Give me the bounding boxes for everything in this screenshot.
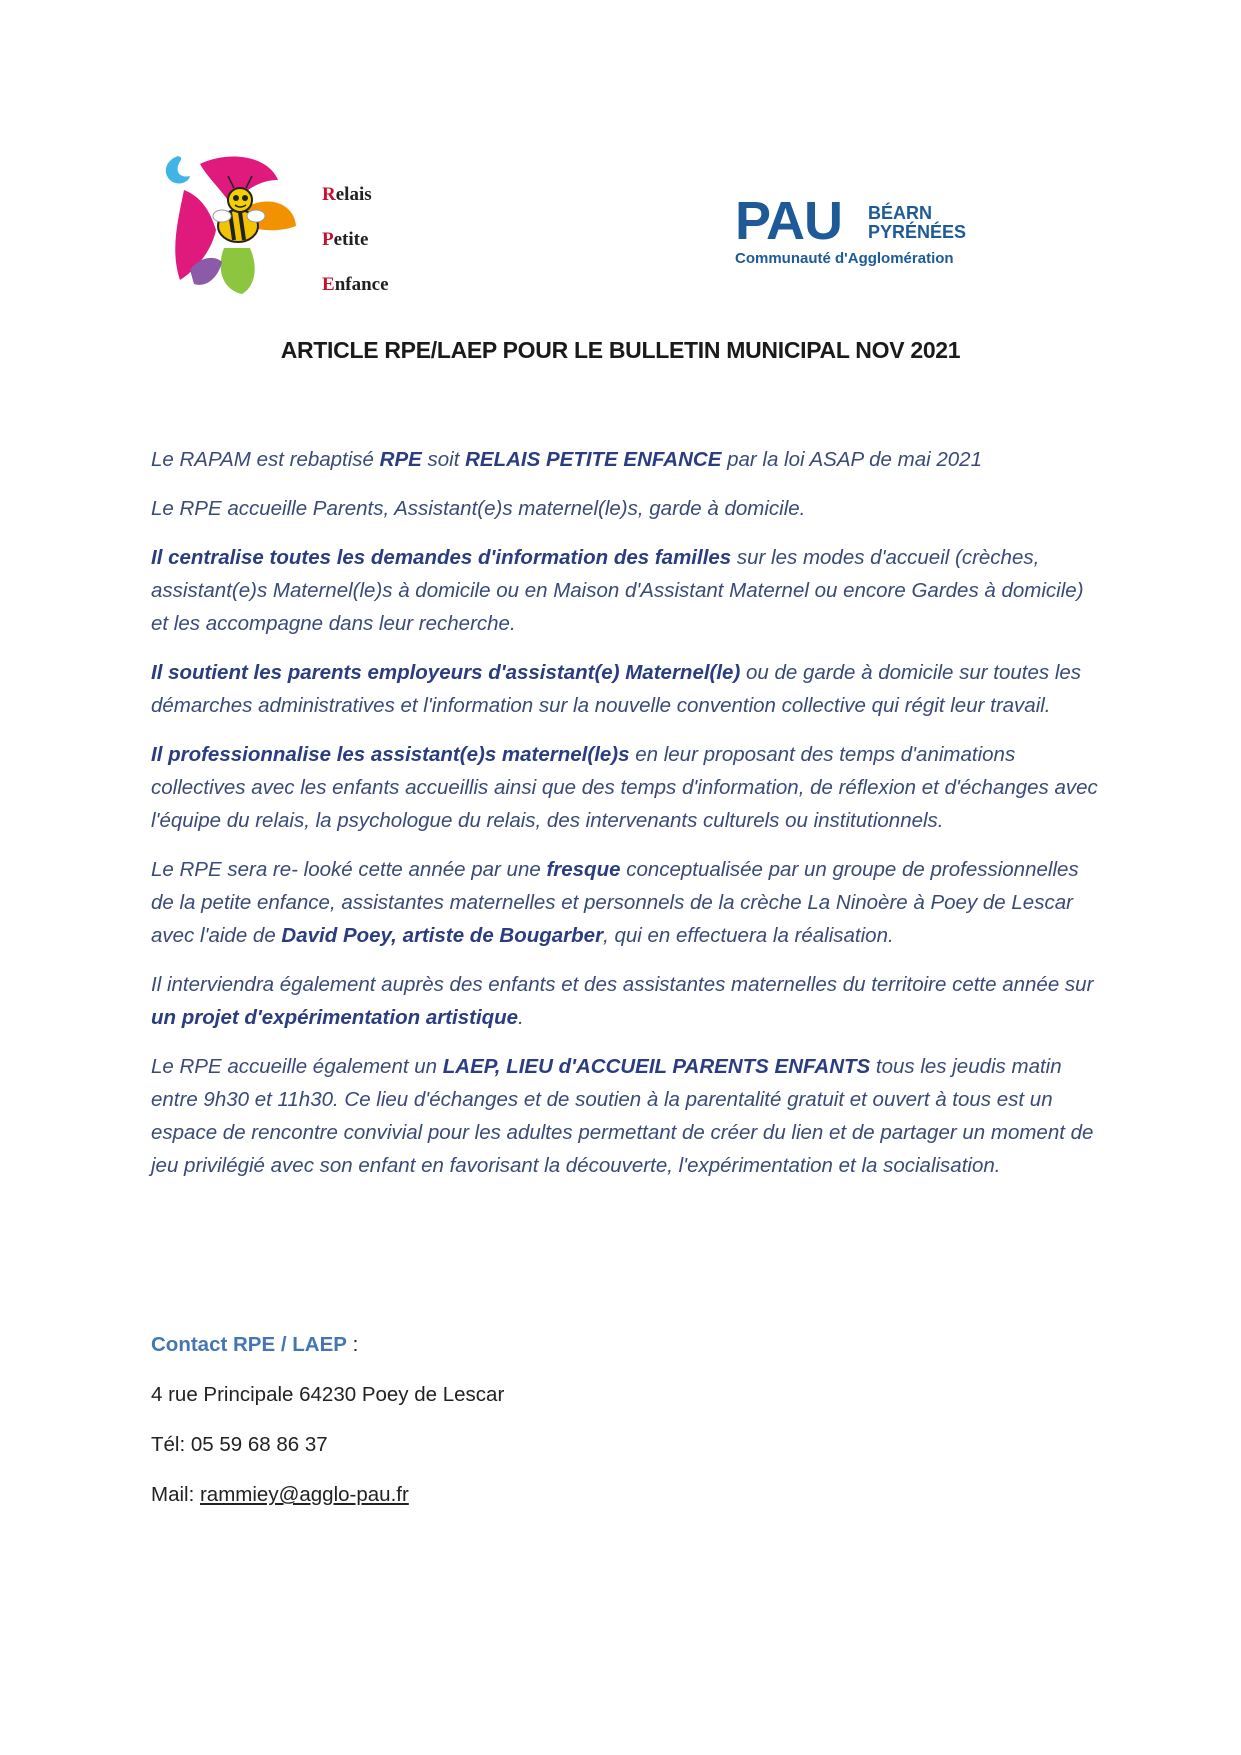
pau-logo-subtitle: Communauté d'Agglomération xyxy=(735,250,954,267)
contact-phone: Tél: 05 59 68 86 37 xyxy=(151,1433,328,1456)
pau-logo-side xyxy=(868,204,966,242)
rpe-word-relais: Relais xyxy=(322,184,372,205)
rpe-word-petite: Petite xyxy=(322,229,369,250)
rpe-flower-bee-logo-icon xyxy=(160,150,310,300)
paragraph-3: Il centralise toutes les demandes d'information des familles sur les modes d'accueil (crèches, assistant(e)s Maternel(le)s à domicile ou en Maison d'Assistant Maternel ou encore Gardes à domicile) et les accompagne dans leur recherche. xyxy=(151,546,1084,635)
paragraph-2: Le RPE accueille Parents, Assistant(e)s maternel(le)s, garde à domicile. xyxy=(151,497,806,520)
paragraph-1: Le RAPAM est rebaptisé RPE soit RELAIS PETITE ENFANCE par la loi ASAP de mai 2021 xyxy=(151,448,982,471)
pau-agglomeration-logo xyxy=(700,168,1020,318)
article-body xyxy=(151,443,1101,1198)
pau-logo-bearn: BÉARN xyxy=(868,203,933,223)
contact-mail: Mail: rammiey@agglo-pau.fr xyxy=(151,1483,409,1506)
pau-logo-main: PAU xyxy=(735,191,843,251)
contact-address: 4 rue Principale 64230 Poey de Lescar xyxy=(151,1383,505,1406)
paragraph-4: Il soutient les parents employeurs d'assistant(e) Maternel(le) ou de garde à domicile sur toutes les démarches administratives et l'information sur la nouvelle convention collective qui régit leur travail. xyxy=(151,661,1082,717)
email-link[interactable]: rammiey@agglo-pau.fr xyxy=(199,1483,409,1506)
paragraph-8: Le RPE accueille également un LAEP, LIEU d'ACCUEIL PARENTS ENFANTS tous les jeudis matin entre 9h30 et 11h30. Ce lieu d'échanges et de soutien à la parentalité gratuit et ouvert à tous est un espace de rencontre convivial pour les adultes permettant de créer du lien et de partager un moment de jeu privilégié avec son enfant en favorisant la découverte, l'expérimentation et la socialisation. xyxy=(151,1055,1094,1177)
phone-number: 05 59 68 86 37 xyxy=(190,1433,328,1456)
pau-logo-pyrenees: PYRÉNÉES xyxy=(868,222,967,242)
rpe-logo xyxy=(160,150,420,300)
paragraph-7: Il interviendra également auprès des enfants et des assistantes maternelles du territoire cette année sur un projet d'expérimentation artistique. xyxy=(151,973,1094,1029)
paragraph-5: Il professionnalise les assistant(e)s maternel(le)s en leur proposant des temps d'animations collectives avec les enfants accueillis ainsi que des temps d'information, de réflexion et d'échanges avec l'équipe du relais, la psychologue du relais, des intervenants culturels ou institutionnels. xyxy=(151,743,1098,832)
contact-heading: Contact RPE / LAEP : xyxy=(151,1333,359,1356)
rpe-word-enfance: Enfance xyxy=(322,274,389,295)
page-title: ARTICLE RPE/LAEP POUR LE BULLETIN MUNICIPAL NOV 2021 xyxy=(280,337,961,363)
rpe-logo-text xyxy=(322,172,389,307)
contact-block xyxy=(151,1328,1101,1528)
paragraph-6: Le RPE sera re- looké cette année par une fresque conceptualisée par un groupe de professionnelles de la petite enfance, assistantes maternelles et personnels de la crèche La Ninoère à Poey de Lescar avec l'aide de David Poey, artiste de Bougarber, qui en effectuera la réalisation. xyxy=(151,858,1079,947)
